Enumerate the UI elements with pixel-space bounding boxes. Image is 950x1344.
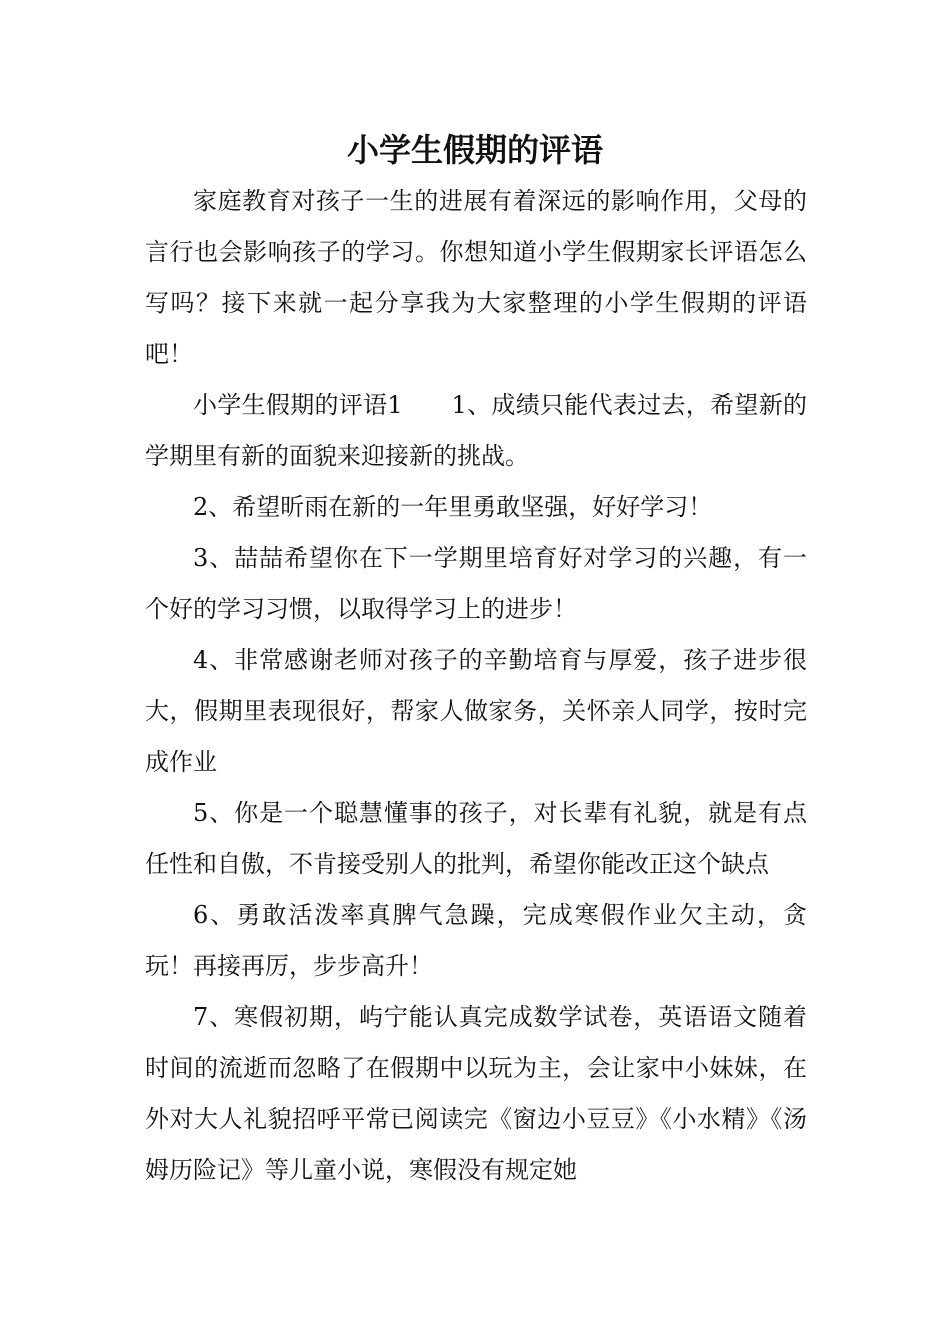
- paragraph-comment-4: 4、非常感谢老师对孩子的辛勤培育与厚爱，孩子进步很大，假期里表现很好，帮家人做家务，关怀亲人同学，按时完成作业: [145, 646, 807, 776]
- document-body: [145, 176, 807, 1196]
- paragraph-comment-6: 6、勇敢活泼率真脾气急躁，完成寒假作业欠主动，贪玩！再接再厉，步步高升！: [145, 901, 807, 980]
- document-title: 小学生假期的评语: [346, 131, 603, 169]
- paragraph-comment-1: 小学生假期的评语1 1、成绩只能代表过去，希望新的学期里有新的面貌来迎接新的挑战。: [145, 391, 807, 470]
- paragraph-intro: 家庭教育对孩子一生的进展有着深远的影响作用，父母的言行也会影响孩子的学习。你想知道小学生假期家长评语怎么写吗？接下来就一起分享我为大家整理的小学生假期的评语吧！: [145, 187, 807, 368]
- paragraph-comment-5: 5、你是一个聪慧懂事的孩子，对长辈有礼貌，就是有点任性和自傲，不肯接受别人的批判，希望你能改正这个缺点: [145, 799, 807, 878]
- paragraph-comment-7: 7、寒假初期，屿宁能认真完成数学试卷，英语语文随着时间的流逝而忽略了在假期中以玩为主，会让家中小妹妹，在外对大人礼貌招呼平常已阅读完《窗边小豆豆》《小水精》《汤姆历险记》等儿童小说，寒假没有规定她: [145, 1003, 807, 1184]
- paragraph-comment-2: 2、希望昕雨在新的一年里勇敢坚强，好好学习！: [193, 493, 713, 521]
- paragraph-comment-3: 3、喆喆希望你在下一学期里培育好对学习的兴趣，有一个好的学习习惯，以取得学习上的进步！: [145, 544, 807, 623]
